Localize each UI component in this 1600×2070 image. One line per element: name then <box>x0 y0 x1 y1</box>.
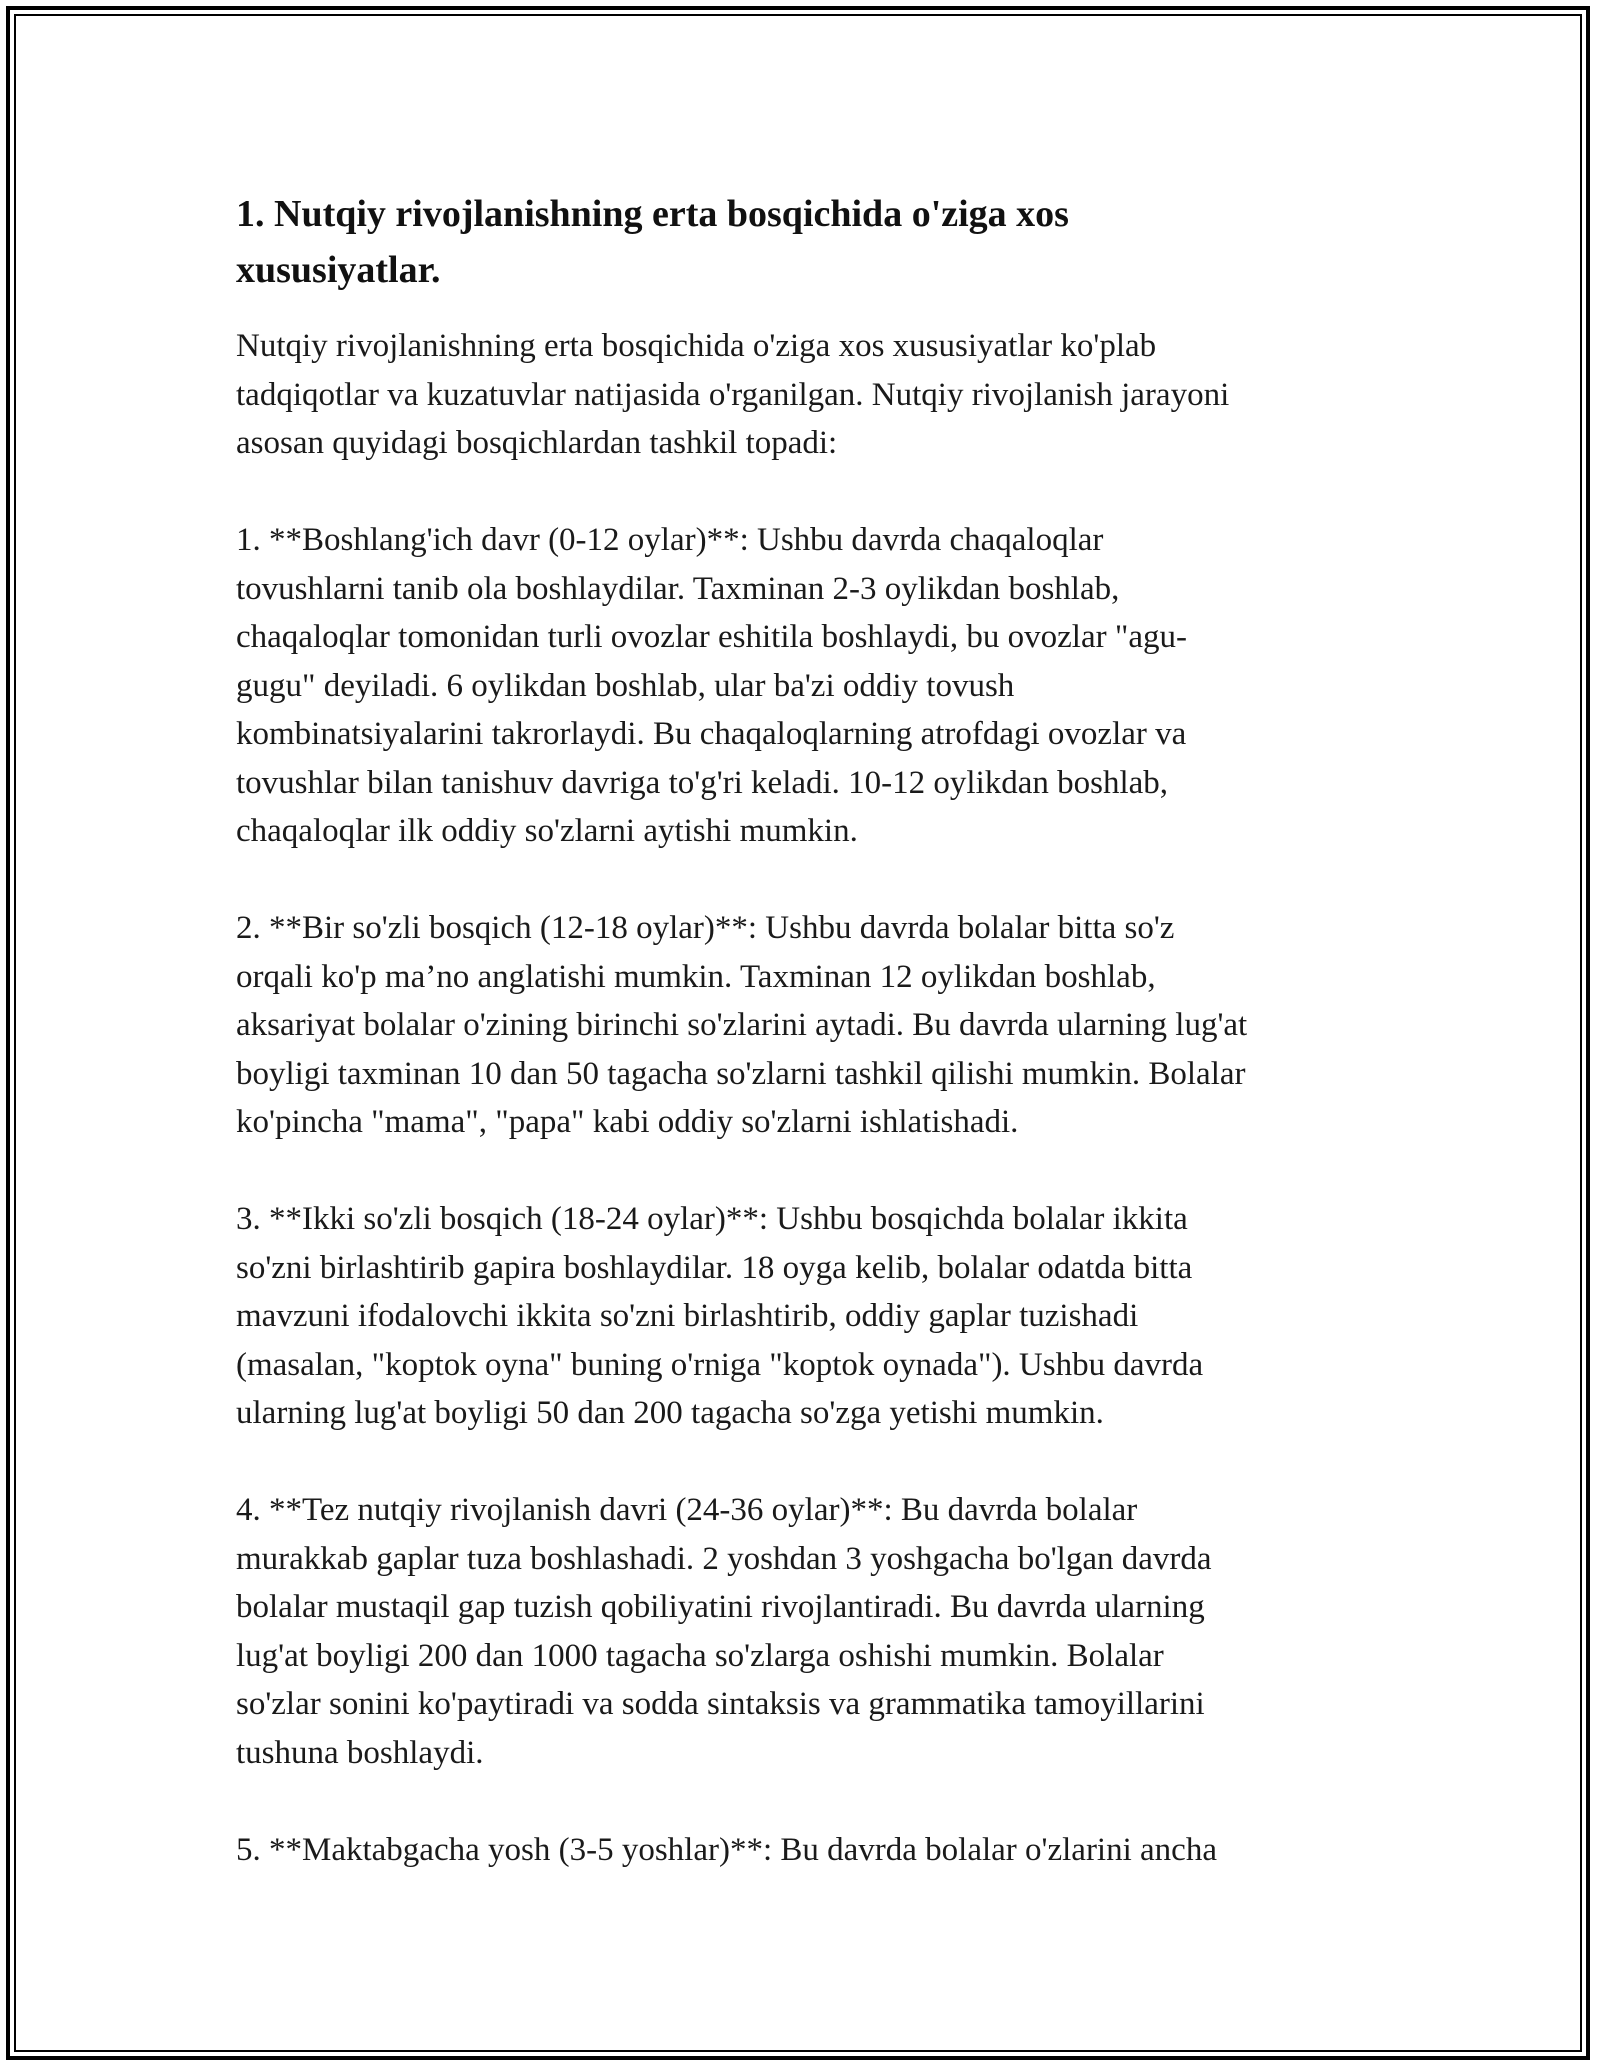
text-line: tovushlar bilan tanishuv davriga to'g'ri keladi. 10-12 oylikdan boshlab, <box>236 764 1169 801</box>
text-line: gugu" deyiladi. 6 oylikdan boshlab, ular ba'zi oddiy tovush <box>236 667 1015 704</box>
text-line: aksariyat bolalar o'zining birinchi so'zlarini aytadi. Bu davrda ularning lug'at <box>236 1007 1248 1043</box>
text-line: 5. **Maktabgacha yosh (3-5 yoshlar)**: Bu davrda bolalar o'zlarini ancha <box>236 1831 1217 1868</box>
stage-paragraph-3 <box>236 1195 1366 1438</box>
text-line: 1. **Boshlang'ich davr (0-12 oylar)**: Ushbu davrda chaqaloqlar <box>236 522 1104 558</box>
text-line: so'zlar sonini ko'paytiradi va sodda sintaksis va grammatika tamoyillarini <box>236 1686 1205 1722</box>
section-heading <box>236 186 1366 298</box>
text-line: mavzuni ifodalovchi ikkita so'zni birlashtirib, oddiy gaplar tuzishadi <box>236 1298 1139 1334</box>
stage-paragraph-1 <box>236 516 1366 856</box>
text-line: tushuna boshlaydi. <box>236 1734 484 1771</box>
text-line: lug'at boyligi 200 dan 1000 tagacha so'zlarga oshishi mumkin. Bolalar <box>236 1637 1164 1674</box>
text-line: 3. **Ikki so'zli bosqich (18-24 oylar)**: Ushbu bosqichda bolalar ikkita <box>236 1201 1188 1237</box>
text-line: tadqiqotlar va kuzatuvlar natijasida o'rganilgan. Nutqiy rivojlanish jarayoni <box>236 376 1230 413</box>
stage-paragraph-2 <box>236 904 1366 1147</box>
document-body <box>236 186 1366 1923</box>
text-line: (masalan, "koptok oyna" buning o'rniga "koptok oynada"). Ushbu davrda <box>236 1346 1204 1383</box>
text-line: orqali ko'p ma’no anglatishi mumkin. Taxminan 12 oylikdan boshlab, <box>236 958 1156 995</box>
text-line: bolalar mustaqil gap tuzish qobiliyatini rivojlantiradi. Bu davrda ularning <box>236 1589 1205 1625</box>
text-line: boyligi taxminan 10 dan 50 tagacha so'zlarni tashkil qilishi mumkin. Bolalar <box>236 1055 1246 1092</box>
stage-paragraph-5 <box>236 1826 1366 1875</box>
text-line: ko'pincha "mama", "papa" kabi oddiy so'zlarni ishlatishadi. <box>236 1104 1019 1140</box>
heading-line: 1. Nutqiy rivojlanishning erta bosqichida o'ziga xos <box>236 193 1069 235</box>
text-line: 2. **Bir so'zli bosqich (12-18 oylar)**: Ushbu davrda bolalar bitta so'z <box>236 910 1175 946</box>
text-line: asosan quyidagi bosqichlardan tashkil topadi: <box>236 425 838 461</box>
stage-paragraph-4 <box>236 1486 1366 1777</box>
text-line: ularning lug'at boyligi 50 dan 200 tagacha so'zga yetishi mumkin. <box>236 1395 1104 1431</box>
text-line: kombinatsiyalarini takrorlaydi. Bu chaqaloqlarning atrofdagi ovozlar va <box>236 716 1187 752</box>
text-line: tovushlarni tanib ola boshlaydilar. Taxminan 2-3 oylikdan boshlab, <box>236 570 1120 607</box>
text-line: 4. **Tez nutqiy rivojlanish davri (24-36 oylar)**: Bu davrda bolalar <box>236 1492 1138 1528</box>
intro-paragraph <box>236 322 1366 468</box>
text-line: chaqaloqlar ilk oddiy so'zlarni aytishi mumkin. <box>236 813 858 849</box>
text-line: chaqaloqlar tomonidan turli ovozlar eshitila boshlaydi, bu ovozlar "agu- <box>236 619 1187 655</box>
text-line: murakkab gaplar tuza boshlashadi. 2 yoshdan 3 yoshgacha bo'lgan davrda <box>236 1540 1212 1577</box>
text-line: so'zni birlashtirib gapira boshlaydilar. 18 oyga kelib, bolalar odatda bitta <box>236 1249 1193 1286</box>
heading-line: xususiyatlar. <box>236 249 441 291</box>
text-line: Nutqiy rivojlanishning erta bosqichida o'ziga xos xususiyatlar ko'plab <box>236 328 1157 364</box>
